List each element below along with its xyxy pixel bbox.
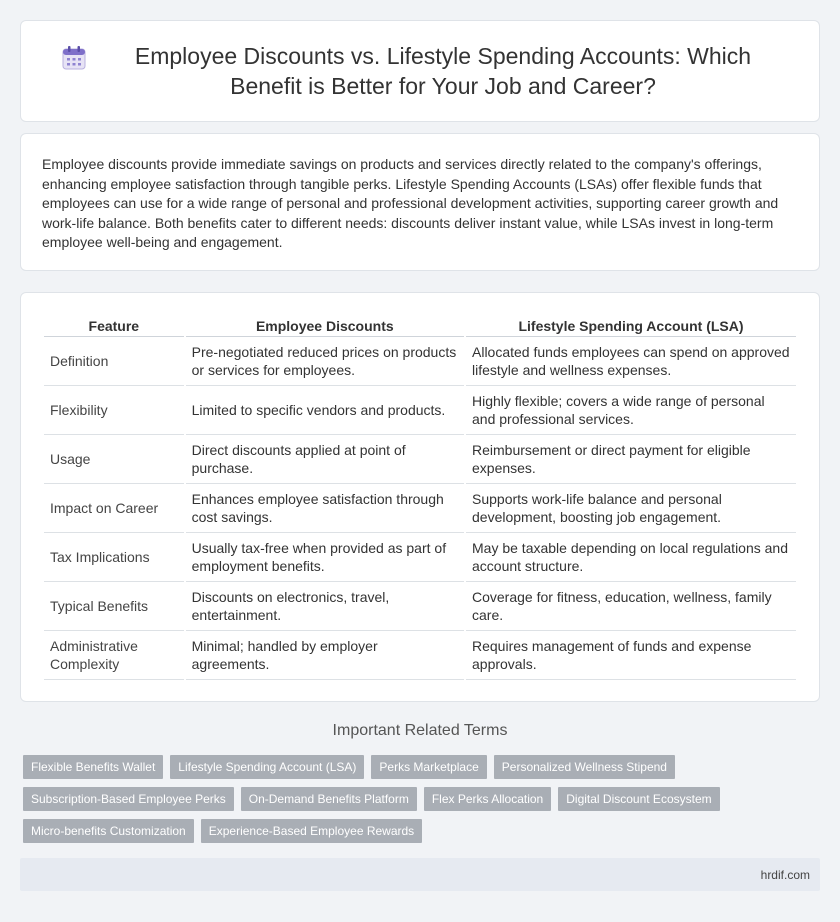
lsa-cell: Allocated funds employees can spend on approved lifestyle and wellness expenses. xyxy=(466,337,796,386)
footer-site-link[interactable]: hrdif.com xyxy=(760,868,810,882)
header-lsa: Lifestyle Spending Account (LSA) xyxy=(466,313,796,337)
discount-cell: Pre-negotiated reduced prices on products or services for employees. xyxy=(186,337,464,386)
feature-cell: Typical Benefits xyxy=(44,582,184,631)
lsa-cell: May be taxable depending on local regulations and account structure. xyxy=(466,533,796,582)
header-employee-discounts: Employee Discounts xyxy=(186,313,464,337)
related-term-tag[interactable]: Digital Discount Ecosystem xyxy=(558,787,719,811)
lsa-cell: Coverage for fitness, education, wellness, family care. xyxy=(466,582,796,631)
lsa-cell: Reimbursement or direct payment for eligible expenses. xyxy=(466,435,796,484)
table-row xyxy=(44,435,796,484)
related-terms-title: Important Related Terms xyxy=(332,722,508,739)
related-terms-tags xyxy=(23,755,823,851)
calendar-icon xyxy=(61,45,87,71)
intro-card xyxy=(20,133,820,271)
feature-cell: Definition xyxy=(44,337,184,386)
related-term-tag[interactable]: Lifestyle Spending Account (LSA) xyxy=(170,755,364,779)
table-row xyxy=(44,631,796,680)
tag-row xyxy=(23,819,823,843)
related-term-tag[interactable]: Personalized Wellness Stipend xyxy=(494,755,675,779)
related-term-tag[interactable]: On-Demand Benefits Platform xyxy=(241,787,417,811)
lsa-cell: Highly flexible; covers a wide range of personal and professional services. xyxy=(466,386,796,435)
page-title: Employee Discounts vs. Lifestyle Spending Accounts: Which Benefit is Better for Your Job and Career? xyxy=(134,43,752,99)
discount-cell: Direct discounts applied at point of purchase. xyxy=(186,435,464,484)
feature-cell: Administrative Complexity xyxy=(44,631,184,680)
lsa-cell: Requires management of funds and expense approvals. xyxy=(466,631,796,680)
discount-cell: Minimal; handled by employer agreements. xyxy=(186,631,464,680)
lsa-cell: Supports work-life balance and personal development, boosting job engagement. xyxy=(466,484,796,533)
related-term-tag[interactable]: Micro-benefits Customization xyxy=(23,819,194,843)
header-feature: Feature xyxy=(44,313,184,337)
discount-cell: Enhances employee satisfaction through cost savings. xyxy=(186,484,464,533)
discount-cell: Discounts on electronics, travel, entertainment. xyxy=(186,582,464,631)
table-row xyxy=(44,337,796,386)
feature-cell: Usage xyxy=(44,435,184,484)
comparison-table-card xyxy=(20,292,820,702)
related-term-tag[interactable]: Flex Perks Allocation xyxy=(424,787,551,811)
related-term-tag[interactable]: Perks Marketplace xyxy=(371,755,486,779)
tag-row xyxy=(23,787,823,811)
table-row xyxy=(44,582,796,631)
related-term-tag[interactable]: Experience-Based Employee Rewards xyxy=(201,819,422,843)
related-term-tag[interactable]: Flexible Benefits Wallet xyxy=(23,755,163,779)
table-row xyxy=(44,533,796,582)
table-header-row xyxy=(44,313,796,337)
table-row xyxy=(44,484,796,533)
intro-text: Employee discounts provide immediate savings on products and services directly related to the company's offerings, enhancing employee satisfaction through tangible perks. Lifestyle Spending Accounts (LSAs) offer flexible funds that employees can use for a wide range of personal and professional development activities, supporting career growth and work-life balance. Both benefits cater to different needs: discounts deliver instant value, while LSAs invest in long-term employee well-being and engagement. xyxy=(42,156,779,250)
related-term-tag[interactable]: Subscription-Based Employee Perks xyxy=(23,787,234,811)
feature-cell: Tax Implications xyxy=(44,533,184,582)
tag-row xyxy=(23,755,823,779)
discount-cell: Usually tax-free when provided as part of employment benefits. xyxy=(186,533,464,582)
comparison-table xyxy=(42,313,798,680)
feature-cell: Flexibility xyxy=(44,386,184,435)
footer xyxy=(20,858,820,891)
feature-cell: Impact on Career xyxy=(44,484,184,533)
title-card xyxy=(20,20,820,122)
discount-cell: Limited to specific vendors and products. xyxy=(186,386,464,435)
table-row xyxy=(44,386,796,435)
